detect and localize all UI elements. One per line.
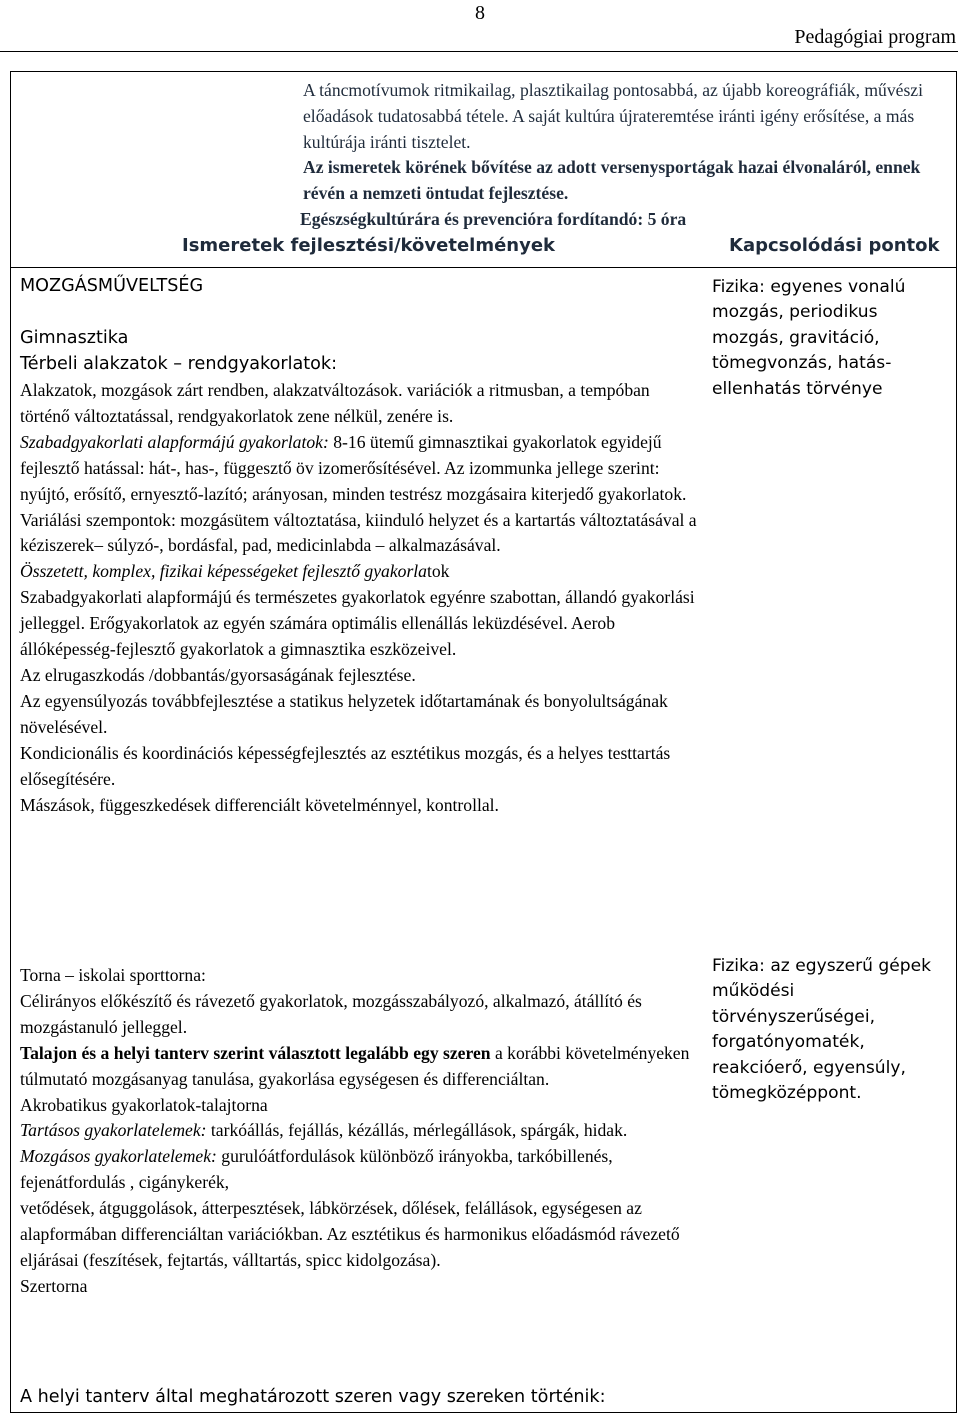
column-header-connections: Kapcsolódási pontok [729,235,940,256]
section-title: MOZGÁSMŰVELTSÉG [20,276,204,296]
free-exercises-paragraph [20,430,700,508]
formations-text: Alakzatok, mozgások zárt rendben, alakzatváltozások. [20,380,403,400]
running-head: Pedagógiai program [794,26,956,48]
intro-bold-paragraph: Az ismeretek körének bővítése az adott versenysportágak hazai élvonaláról, ennek révén a nemzeti öntudat fejlesztése. [303,157,921,203]
local-curriculum-line: A helyi tanterv által meghatározott szeren vagy szereken történik: [20,1387,606,1407]
complex-heading-tail: tok [426,561,450,582]
complex-paragraph [20,559,700,585]
spatial-formations-line: Térbeli alakzatok – rendgyakorlatok: [20,353,338,374]
section-gymnastics-sport [20,963,700,1300]
section-movement-literacy [20,274,700,378]
header-rule [0,51,958,52]
connections-physics-motion: Fizika: egyenes vonalú mozgás, periodikus mozgás, gravitáció, tömegvonzás, hatás-ellenhatás törvénye [712,277,906,399]
free-exercises-label: Szabadgyakorlati alapformájú gyakorlatok: [20,431,329,452]
climbing-paragraph: Mászások, függeszkedések differenciált követelménnyel, kontrollal. [20,794,499,815]
formations-paragraph [20,378,700,430]
column-header-requirements: Ismeretek fejlesztési/követelmények [182,235,556,256]
free-exercises-text: 8-16 ütemű gimnasztikai gyakorlatok egyidejű fejlesztő hatással: hát-, has-, függesztő öv izomerősítésével. Az izommunka jellege szerint: nyújtó, erősítő, ernyesztő-lazító; arányosan, minden testrész mozgásaira kiterjedő gyakorlatok. [20,431,687,504]
torna-purpose: Célirányos előkészítő és rávezető gyakorlatok, mozgásszabályozó, alkalmazó, átállító és mozgástanuló jelleggel. [20,990,642,1037]
intro-paragraph: A táncmotívumok ritmikailag, plasztikailag pontosabbá, az újabb koreográfiák, művészi előadások tudatosabbá tétele. A saját kultúra újrateremtése iránti igény erősítése, a más kultúrája iránti tisztelet. [303,80,924,152]
torna-apparatus-paragraph [20,1041,700,1093]
conditioning-paragraph: Kondicionális és koordinációs képességfejlesztés az esztétikus mozgás, és a helyes testtartás elősegítésére. [20,742,671,789]
subsection-title-gymnastics: Gimnasztika [20,327,129,348]
spacer [20,300,700,326]
motion-elements-continued: vetődések, átguggolások, átterpesztések, lábkörzések, dőlések, felállások, egységesen az alapformában differenciáltan variációkban. Az esztétikus és harmonikus előadásmód rávezető eljárásai (feszítések, fejtartás, válltartás, spicc kidolgozása). [20,1198,680,1270]
torna-apparatus-text: a korábbi követelményeken túlmutató mozgásanyag tanulása, gyakorlása egységesen és differenciáltan. [20,1042,690,1089]
hours-allocation: Egészségkultúrára és prevencióra fordítandó: 5 óra [300,209,687,229]
balance-paragraph: Az egyensúlyozás továbbfejlesztése a statikus helyzetek időtartamának és bonyolultságának növelésével. [20,690,668,737]
motion-elements-paragraph [20,1144,700,1196]
static-elements-text: tarkóállás, fejállás, kézállás, mérlegállások, spárgák, hidak. [206,1120,628,1141]
torna-apparatus-bold: Talajon és a helyi tanterv szerint választott legalább egy szeren [20,1042,491,1063]
complex-text: Szabadgyakorlati alapformájú és természetes gyakorlatok egyénre szabottan, állandó gyakorlási jelleggel. Erőgyakorlatok az egyén számára optimális ellenállás leküzdésével. Aerob állóképesség-fejlesztő gyakorlatok a gimnasztika eszközeivel. [20,587,695,660]
jumping-paragraph: Az elrugaszkodás /dobbantás/gyorsaságának fejlesztése. [20,664,416,685]
torna-title: Torna – iskolai sporttorna: [20,965,206,985]
table-header-divider [10,267,957,268]
motion-elements-label: Mozgásos gyakorlatelemek: [20,1146,217,1167]
variations-text: variációk a ritmusban, a tempóban történő változtatással, rendgyakorlatok zene nélkül, zenére is. [20,380,650,426]
section-gymnastics-body [20,378,700,818]
motion-elements-text: gurulóátfordulások különböző irányokba, tarkóbillenés, fejenátfordulás , cigánykerék, [20,1146,613,1193]
connections-physics-machines: Fizika: az egyszerű gépek működési törvényszerűségei, forgatónyomaték, reakcióerő, egyensúly, tömegközéppont. [712,956,932,1104]
static-elements-paragraph [20,1118,700,1144]
acrobatics-title: Akrobatikus gyakorlatok-talajtorna [20,1094,268,1115]
complex-heading: Összetett, komplex, fizikai képességeket fejlesztő gyakorla [20,561,427,582]
apparatus-gym-title: Szertorna [20,1275,88,1296]
variation-paragraph: Variálási szempontok: mozgásütem változtatása, kiinduló helyzet és a kartartás változtatásával a kéziszerek– súlyzó-, bordásfal, pad, medicinlabda – alkalmazásával. [20,509,697,556]
static-elements-label: Tartásos gyakorlatelemek: [20,1120,207,1141]
page-number: 8 [475,2,485,24]
